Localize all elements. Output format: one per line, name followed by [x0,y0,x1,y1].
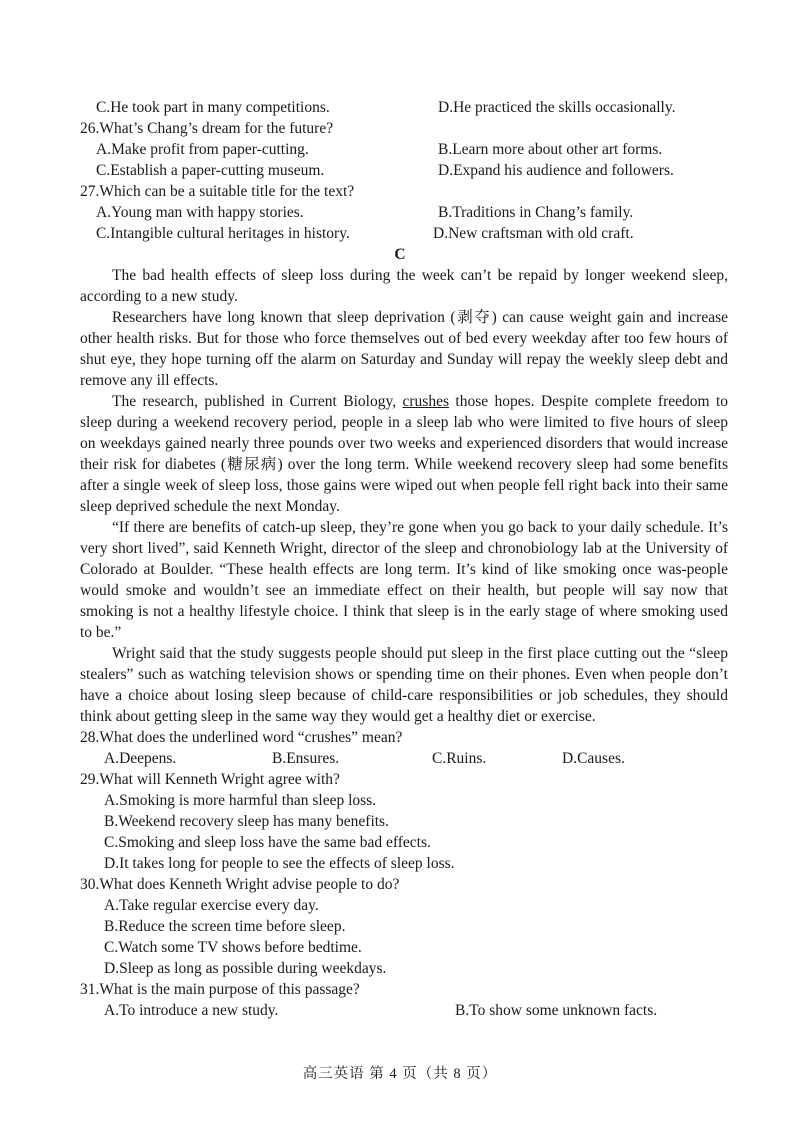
q30-option-a: A.Take regular exercise every day. [104,897,319,914]
q28-option-b: B.Ensures. [272,750,340,767]
paragraph-3-rest: those hopes. Despite complete freedom to sleep during a weekend recovery period, people in a sleep lab who were limited to five hours of sleep on weekdays gained nearly three pounds over two weeks and experienced disorders that would increase their risk for diabetes (糖尿病) over the long term. While weekend recovery sleep had some benefits after a single week of sleep loss, those gains were wiped out when people fell right back into their same sleep deprived schedule the next Monday. [80,393,728,516]
q28-option-a: A.Deepens. [104,750,177,767]
q27-option-a: A.Young man with happy stories. [96,204,304,221]
q30-option-b: B.Reduce the screen time before sleep. [104,918,346,935]
q29-option-d: D.It takes long for people to see the effects of sleep loss. [104,855,455,872]
q27-option-b: B.Traditions in Chang’s family. [438,204,634,221]
q26-option-b: B.Learn more about other art forms. [438,141,663,158]
passage-paragraph-4: “If there are benefits of catch-up sleep, they’re gone when you go back to your daily schedule. It’s very short lived”, said Kenneth Wright, director of the sleep and chronobiology lab at the University of Colorado at Boulder. “These health effects are long term. It’s kind of like smoking once was-people would smoke and wouldn’t see an immediate effect on their health, but people will say now that smoking is not a healthy lifestyle choice. I think that sleep is in the early stage of where smoking used to be.” [80,519,728,642]
passage-paragraph-3 [80,391,728,517]
passage-paragraph-2: Researchers have long known that sleep deprivation (剥夺) can cause weight gain and increase other health risks. But for those who force themselves out of bed every weekday after too few hours of shut eye, they hope turning off the alarm on Saturday and Sunday will repay the weekly sleep debt and remove any ill effects. [80,309,728,390]
q29-question: 29.What will Kenneth Wright agree with? [80,771,340,788]
q25-option-c: C.He took part in many competitions. [96,99,330,116]
q26-option-d: D.Expand his audience and followers. [438,162,674,179]
q30-option-d: D.Sleep as long as possible during weekdays. [104,960,387,977]
passage-paragraph-1: The bad health effects of sleep loss during the week can’t be repaid by longer weekend sleep, according to a new study. [80,267,728,306]
q31-question: 31.What is the main purpose of this passage? [80,981,360,998]
paragraph-3-lead: The research, published in Current Biology, [112,393,403,410]
underlined-word-crushes: crushes [402,393,449,410]
q26-question: 26.What’s Chang’s dream for the future? [80,120,334,137]
q29-option-a: A.Smoking is more harmful than sleep loss. [104,792,377,809]
q31-option-b: B.To show some unknown facts. [455,1002,658,1019]
q28-option-c: C.Ruins. [432,750,487,767]
q26-option-a: A.Make profit from paper-cutting. [96,141,309,158]
q30-option-c: C.Watch some TV shows before bedtime. [104,939,362,956]
section-title: C [394,246,406,263]
q29-option-b: B.Weekend recovery sleep has many benefits. [104,813,389,830]
q27-option-d: D.New craftsman with old craft. [433,225,634,242]
q29-option-c: C.Smoking and sleep loss have the same bad effects. [104,834,431,851]
passage-paragraph-5: Wright said that the study suggests people should put sleep in the first place cutting out the “sleep stealers” such as watching television shows or spending time on their phones. Even when people don’t have a choice about losing sleep because of child-care responsibilities or job schedules, they should think about getting sleep in the same way they would get a healthy diet or exercise. [80,645,728,726]
q28-option-d: D.Causes. [562,750,625,767]
q28-question: 28.What does the underlined word “crushes” mean? [80,729,403,746]
q31-option-a: A.To introduce a new study. [104,1002,279,1019]
q30-question: 30.What does Kenneth Wright advise people to do? [80,876,400,893]
q26-option-c: C.Establish a paper-cutting museum. [96,162,325,179]
q27-question: 27.Which can be a suitable title for the text? [80,183,355,200]
page-footer: 高三英语 第 4 页（共 8 页） [302,1066,498,1082]
q25-option-d: D.He practiced the skills occasionally. [438,99,676,116]
q27-option-c: C.Intangible cultural heritages in history. [96,225,350,242]
